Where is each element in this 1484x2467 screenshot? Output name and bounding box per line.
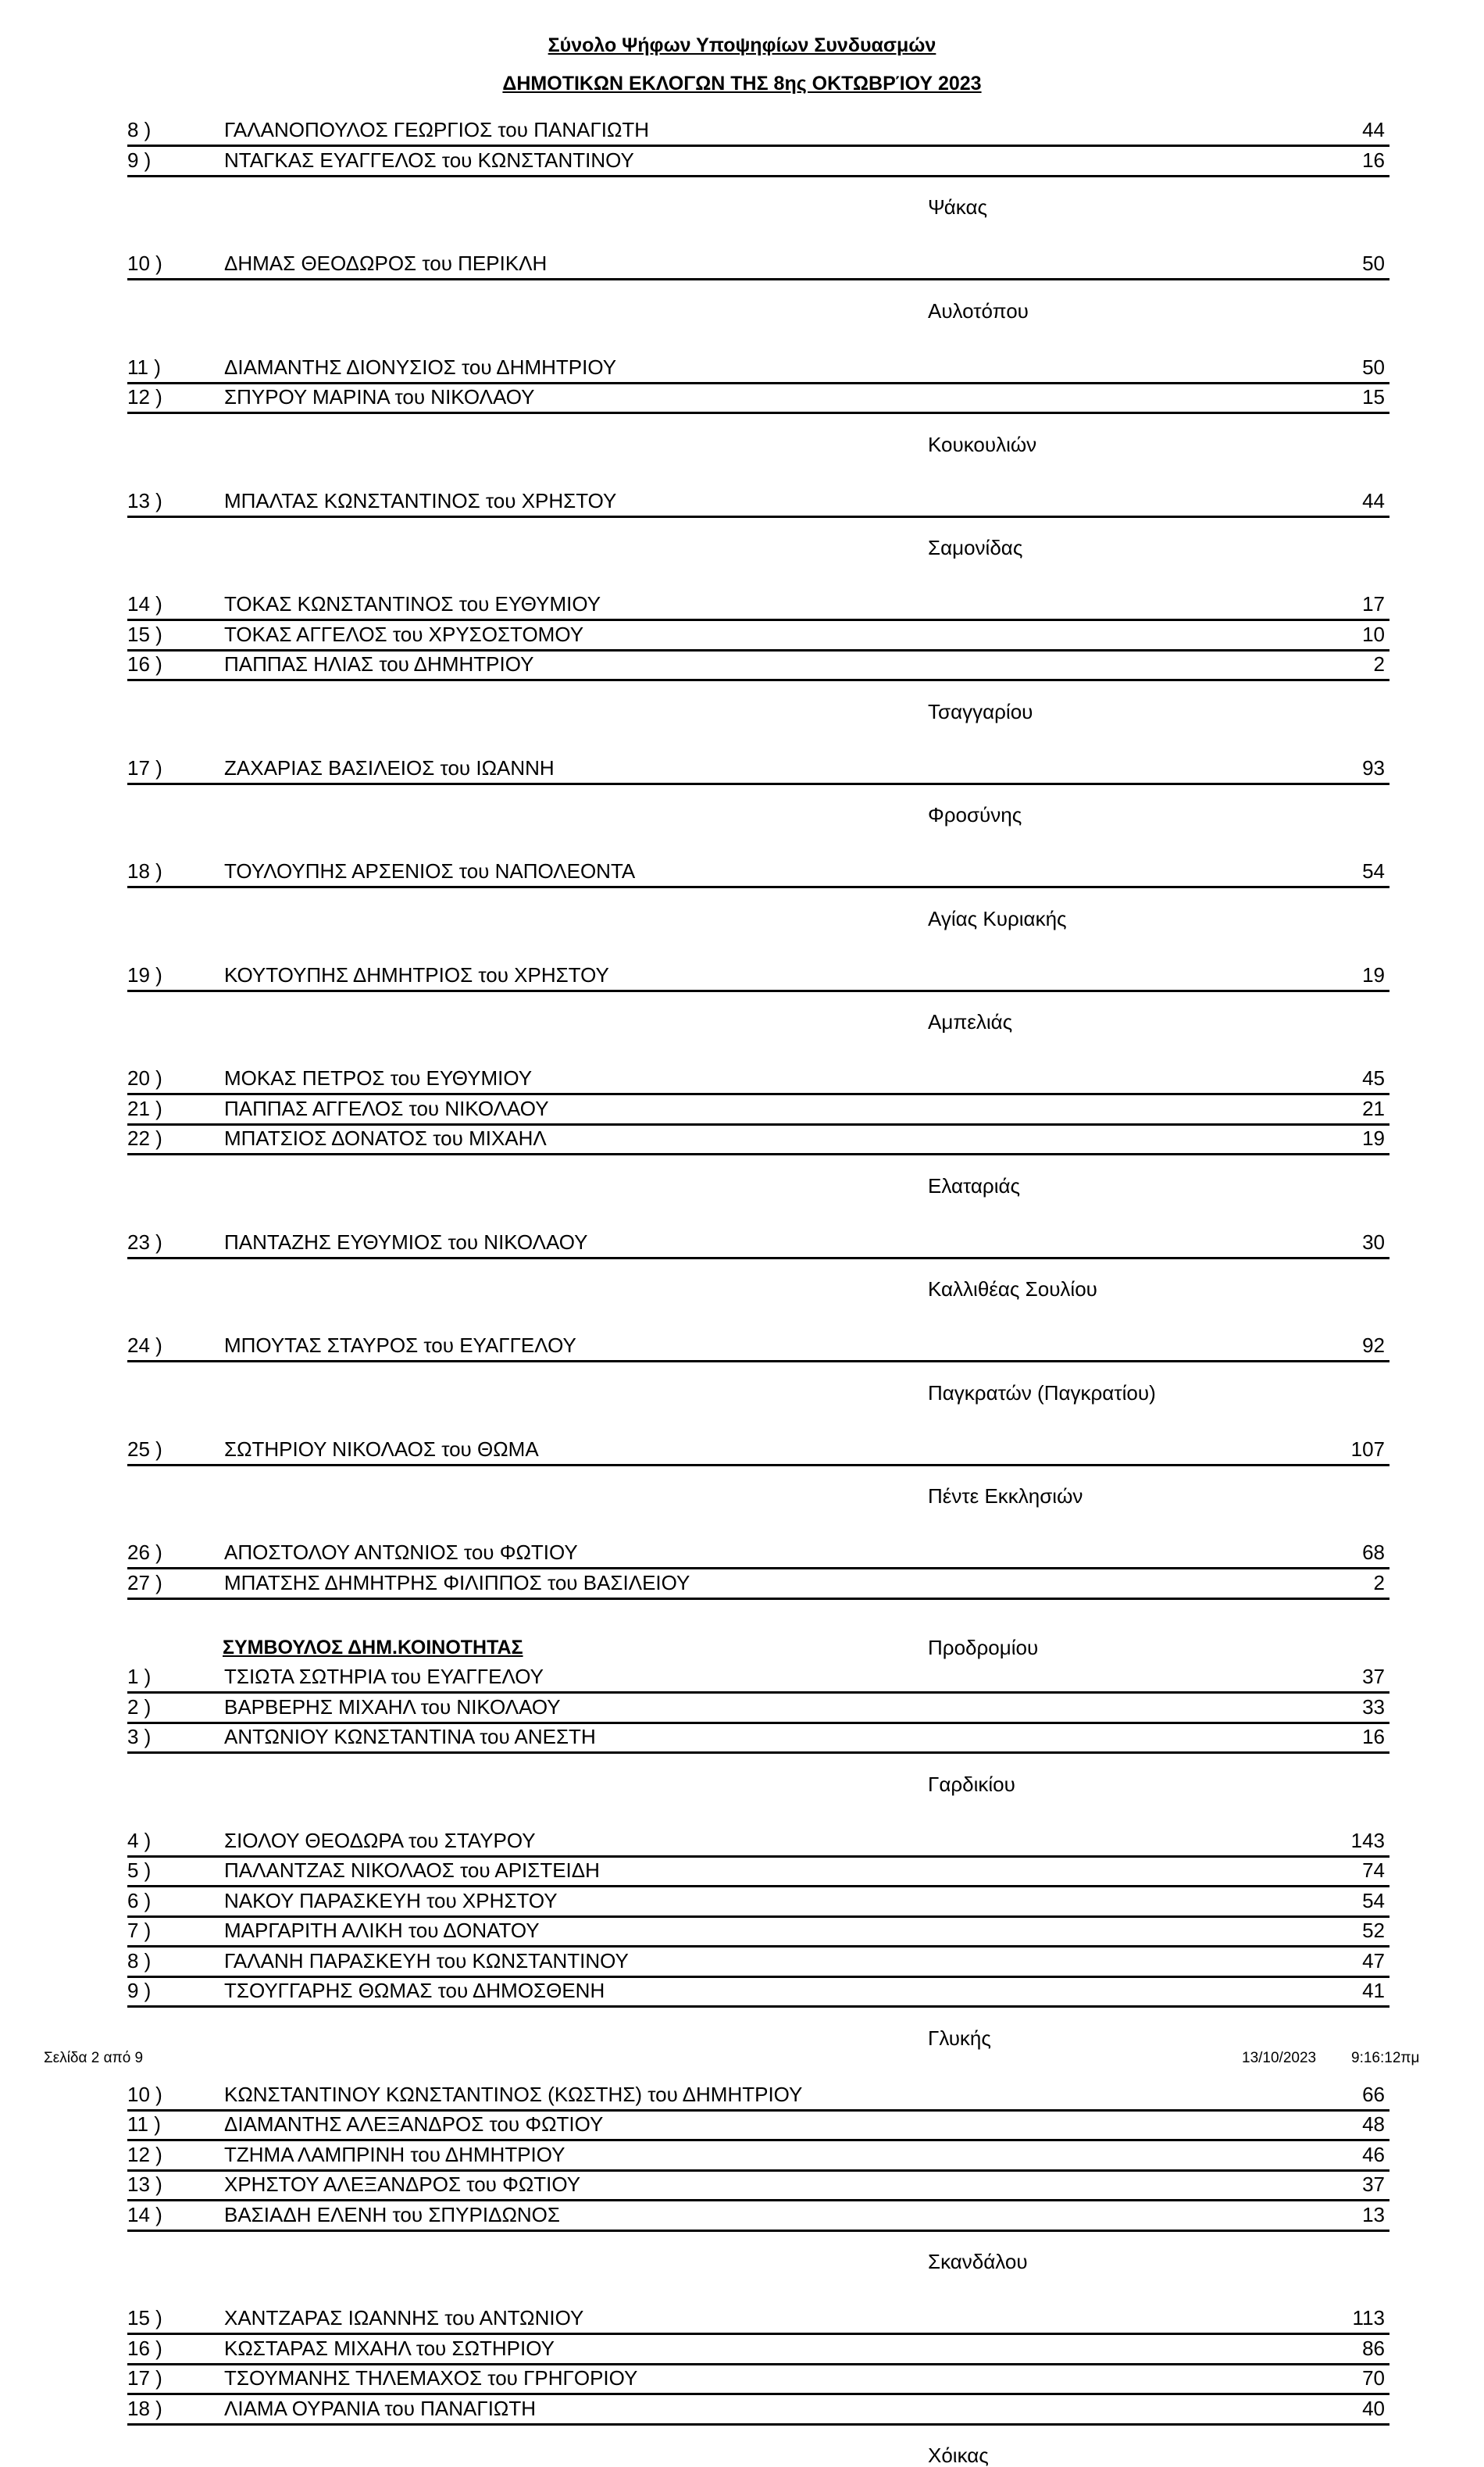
group-heading: Τσαγγαρίου: [928, 700, 1033, 723]
table-row: [127, 1948, 1389, 1978]
table-row: [127, 962, 1389, 992]
table-row: [127, 2202, 1389, 2232]
group-heading: Γλυκής: [928, 2026, 991, 2050]
candidate-name: ΑΠΟΣΤΟΛΟΥ ΑΝΤΩΝΙΟΣ του ΦΩΤΙΟΥ: [224, 1541, 578, 1564]
row-number: 22 ): [127, 1126, 162, 1150]
table-row: [127, 859, 1389, 888]
vote-count: 2: [1373, 652, 1385, 676]
group-heading: Κουκουλιών: [928, 433, 1037, 456]
vote-count: 68: [1362, 1541, 1385, 1564]
candidate-name: ΚΩΣΤΑΡΑΣ ΜΙΧΑΗΛ του ΣΩΤΗΡΙΟΥ: [224, 2337, 555, 2360]
vote-count: 2: [1373, 1571, 1385, 1594]
vote-count: 44: [1362, 489, 1385, 512]
candidate-name: ΜΠΑΤΣΙΟΣ ΔΟΝΑΤΟΣ του ΜΙΧΑΗΛ: [224, 1126, 547, 1150]
vote-count: 13: [1362, 2203, 1385, 2226]
candidate-name: ΤΟΚΑΣ ΚΩΝΣΤΑΝΤΙΝΟΣ του ΕΥΘΥΜΙΟΥ: [224, 592, 601, 616]
vote-count: 47: [1362, 1949, 1385, 1973]
row-number: 13 ): [127, 2172, 162, 2196]
vote-count: 37: [1362, 2172, 1385, 2196]
vote-count: 52: [1362, 1919, 1385, 1942]
section-heading: ΣΥΜΒΟΥΛΟΣ ΔΗΜ.ΚΟΙΝΟΤΗΤΑΣ: [223, 1637, 523, 1658]
table-row: [127, 1570, 1389, 1600]
table-row: [127, 1230, 1389, 1259]
vote-count: 19: [1362, 963, 1385, 987]
group-heading: Προδρομίου: [928, 1636, 1039, 1659]
vote-count: 50: [1362, 252, 1385, 275]
candidate-name: ΠΑΛΑΝΤΖΑΣ ΝΙΚΟΛΑΟΣ του ΑΡΙΣΤΕΙΔΗ: [224, 1858, 600, 1882]
group-heading: Αμπελιάς: [928, 1010, 1013, 1034]
vote-count: 74: [1362, 1858, 1385, 1882]
table-row: [127, 1918, 1389, 1948]
candidate-name: ΜΠΑΛΤΑΣ ΚΩΝΣΤΑΝΤΙΝΟΣ του ΧΡΗΣΤΟΥ: [224, 489, 617, 512]
table-row: [127, 2365, 1389, 2395]
row-number: 4 ): [127, 1829, 152, 1852]
row-number: 9 ): [127, 1979, 152, 2002]
row-number: 10 ): [127, 252, 162, 275]
candidate-name: ΤΣΙΩΤΑ ΣΩΤΗΡΙΑ του ΕΥΑΓΓΕΛΟΥ: [224, 1665, 544, 1688]
group-heading: Πέντε Εκκλησιών: [928, 1484, 1083, 1508]
row-number: 21 ): [127, 1097, 162, 1120]
candidate-name: ΚΟΥΤΟΥΠΗΣ ΔΗΜΗΤΡΙΟΣ του ΧΡΗΣΤΟΥ: [224, 963, 609, 987]
row-number: 9 ): [127, 148, 152, 172]
document-title: Σύνολο Ψήφων Υποψηφίων Συνδυασμών: [548, 34, 936, 56]
table-row: [127, 1437, 1389, 1466]
row-number: 5 ): [127, 1858, 152, 1882]
table-row: [127, 622, 1389, 652]
table-row: [127, 2172, 1389, 2201]
group-heading: Ελαταριάς: [928, 1174, 1021, 1198]
candidate-name: ΜΠΟΥΤΑΣ ΣΤΑΥΡΟΣ του ΕΥΑΓΓΕΛΟΥ: [224, 1333, 576, 1357]
table-row: [127, 1978, 1389, 2008]
vote-count: 45: [1362, 1066, 1385, 1090]
table-row: [127, 2305, 1389, 2335]
row-number: 7 ): [127, 1919, 152, 1942]
row-number: 27 ): [127, 1571, 162, 1594]
candidate-name: ΠΑΠΠΑΣ ΑΓΓΕΛΟΣ του ΝΙΚΟΛΑΟΥ: [224, 1097, 549, 1120]
table-row: [127, 384, 1389, 414]
table-row: [127, 1858, 1389, 1887]
group-heading: Φροσύνης: [928, 803, 1022, 826]
row-number: 18 ): [127, 2397, 162, 2420]
row-number: 11 ): [127, 355, 161, 379]
vote-count: 48: [1362, 2112, 1385, 2136]
vote-count: 66: [1362, 2083, 1385, 2106]
footer-date: 13/10/2023: [1242, 2050, 1317, 2066]
table-row: [127, 1540, 1389, 1569]
vote-count: 21: [1362, 1097, 1385, 1120]
candidate-name: ΝΑΚΟΥ ΠΑΡΑΣΚΕΥΗ του ΧΡΗΣΤΟΥ: [224, 1889, 558, 1912]
table-row: [127, 2082, 1389, 2112]
table-row: [127, 1333, 1389, 1362]
table-row: [127, 2336, 1389, 2365]
vote-count: 33: [1362, 1695, 1385, 1719]
group-heading: Γαρδικίου: [928, 1773, 1015, 1796]
vote-count: 86: [1362, 2337, 1385, 2360]
row-number: 6 ): [127, 1889, 152, 1912]
vote-count: 17: [1362, 592, 1385, 616]
row-number: 14 ): [127, 592, 162, 616]
footer-time: 9:16:12πμ: [1351, 2050, 1420, 2066]
vote-count: 40: [1362, 2397, 1385, 2420]
table-row: [127, 1694, 1389, 1724]
row-number: 18 ): [127, 859, 162, 883]
candidate-name: ΤΟΥΛΟΥΠΗΣ ΑΡΣΕΝΙΟΣ του ΝΑΠΟΛΕΟΝΤΑ: [224, 859, 636, 883]
candidate-name: ΠΑΝΤΑΖΗΣ ΕΥΘΥΜΙΟΣ του ΝΙΚΟΛΑΟΥ: [224, 1230, 588, 1254]
table-row: [127, 1664, 1389, 1694]
row-number: 8 ): [127, 1949, 152, 1973]
vote-count: 54: [1362, 859, 1385, 883]
row-number: 2 ): [127, 1695, 152, 1719]
vote-count: 113: [1352, 2306, 1385, 2330]
candidate-name: ΑΝΤΩΝΙΟΥ ΚΩΝΣΤΑΝΤΙΝΑ του ΑΝΕΣΤΗ: [224, 1725, 596, 1748]
table-row: [127, 755, 1389, 785]
table-row: [127, 1126, 1389, 1155]
row-number: 15 ): [127, 2306, 162, 2330]
candidate-name: ΔΗΜΑΣ ΘΕΟΔΩΡΟΣ του ΠΕΡΙΚΛΗ: [224, 252, 548, 275]
candidate-name: ΠΑΠΠΑΣ ΗΛΙΑΣ του ΔΗΜΗΤΡΙΟΥ: [224, 652, 534, 676]
table-row: [127, 1066, 1389, 1095]
table-row: [127, 117, 1389, 147]
candidate-name: ΧΑΝΤΖΑΡΑΣ ΙΩΑΝΝΗΣ του ΑΝΤΩΝΙΟΥ: [224, 2306, 584, 2330]
table-row: [127, 148, 1389, 177]
row-number: 20 ): [127, 1066, 162, 1090]
row-number: 8 ): [127, 118, 152, 141]
table-row: [127, 2142, 1389, 2172]
table-row: [127, 2112, 1389, 2141]
candidate-name: ΚΩΝΣΤΑΝΤΙΝΟΥ ΚΩΝΣΤΑΝΤΙΝΟΣ (ΚΩΣΤΗΣ) του ΔΗΜΗΤΡΙΟΥ: [224, 2083, 803, 2106]
table-row: [127, 251, 1389, 280]
candidate-name: ΤΣΟΥΜΑΝΗΣ ΤΗΛΕΜΑΧΟΣ του ΓΡΗΓΟΡΙΟΥ: [224, 2366, 638, 2390]
candidate-name: ΔΙΑΜΑΝΤΗΣ ΔΙΟΝΥΣΙΟΣ του ΔΗΜΗΤΡΙΟΥ: [224, 355, 617, 379]
vote-count: 41: [1362, 1979, 1385, 2002]
candidate-name: ΜΠΑΤΣΗΣ ΔΗΜΗΤΡΗΣ ΦΙΛΙΠΠΟΣ του ΒΑΣΙΛΕΙΟΥ: [224, 1571, 690, 1594]
vote-count: 44: [1362, 118, 1385, 141]
vote-count: 19: [1362, 1126, 1385, 1150]
group-heading: Καλλιθέας Σουλίου: [928, 1277, 1097, 1301]
row-number: 15 ): [127, 623, 162, 646]
table-row: [127, 1888, 1389, 1918]
table-row: [127, 652, 1389, 681]
row-number: 11 ): [127, 2112, 161, 2136]
row-number: 3 ): [127, 1725, 152, 1748]
row-number: 19 ): [127, 963, 162, 987]
group-heading: Αυλοτόπου: [928, 299, 1029, 323]
row-number: 12 ): [127, 385, 162, 409]
vote-count: 46: [1362, 2143, 1385, 2166]
candidate-name: ΜΑΡΓΑΡΙΤΗ ΑΛΙΚΗ του ΔΟΝΑΤΟΥ: [224, 1919, 540, 1942]
table-row: [127, 488, 1389, 518]
vote-count: 15: [1362, 385, 1385, 409]
row-number: 23 ): [127, 1230, 162, 1254]
vote-count: 70: [1362, 2366, 1385, 2390]
table-row: [127, 2396, 1389, 2426]
table-row: [127, 1096, 1389, 1126]
group-heading: Χόικας: [928, 2444, 989, 2467]
table-row: [127, 355, 1389, 384]
document-subtitle: ΔΗΜΟΤΙΚΩΝ ΕΚΛΟΓΩΝ ΤΗΣ 8ης ΟΚΤΩΒΡΊΟΥ 2023: [502, 73, 982, 95]
group-heading: Ψάκας: [928, 195, 988, 219]
row-number: 24 ): [127, 1333, 162, 1357]
row-number: 13 ): [127, 489, 162, 512]
vote-count: 143: [1350, 1829, 1385, 1852]
group-heading: Σκανδάλου: [928, 2250, 1028, 2273]
candidate-name: ΣΙΟΛΟΥ ΘΕΟΔΩΡΑ του ΣΤΑΥΡΟΥ: [224, 1829, 536, 1852]
row-number: 16 ): [127, 2337, 162, 2360]
candidate-name: ΧΡΗΣΤΟΥ ΑΛΕΞΑΝΔΡΟΣ του ΦΩΤΙΟΥ: [224, 2172, 581, 2196]
candidate-name: ΒΑΣΙΑΔΗ ΕΛΕΝΗ του ΣΠΥΡΙΔΩΝΟΣ: [224, 2203, 560, 2226]
candidate-name: ΔΙΑΜΑΝΤΗΣ ΑΛΕΞΑΝΔΡΟΣ του ΦΩΤΙΟΥ: [224, 2112, 604, 2136]
table-row: [127, 1828, 1389, 1858]
candidate-name: ΣΩΤΗΡΙΟΥ ΝΙΚΟΛΑΟΣ του ΘΩΜΑ: [224, 1437, 539, 1461]
row-number: 1 ): [127, 1665, 152, 1688]
candidate-name: ΜΟΚΑΣ ΠΕΤΡΟΣ του ΕΥΘΥΜΙΟΥ: [224, 1066, 533, 1090]
group-heading: Σαμονίδας: [928, 536, 1023, 559]
candidate-name: ΛΙΑΜΑ ΟΥΡΑΝΙΑ του ΠΑΝΑΓΙΩΤΗ: [224, 2397, 537, 2420]
candidate-name: ΖΑΧΑΡΙΑΣ ΒΑΣΙΛΕΙΟΣ του ΙΩΑΝΝΗ: [224, 756, 555, 780]
group-heading: Αγίας Κυριακής: [928, 907, 1067, 930]
vote-count: 37: [1362, 1665, 1385, 1688]
table-row: [127, 591, 1389, 621]
vote-count: 50: [1362, 355, 1385, 379]
vote-count: 92: [1362, 1333, 1385, 1357]
vote-count: 54: [1362, 1889, 1385, 1912]
candidate-name: ΤΟΚΑΣ ΑΓΓΕΛΟΣ του ΧΡΥΣΟΣΤΟΜΟΥ: [224, 623, 584, 646]
row-number: 10 ): [127, 2083, 162, 2106]
vote-count: 30: [1362, 1230, 1385, 1254]
vote-count: 16: [1362, 1725, 1385, 1748]
candidate-name: ΒΑΡΒΕΡΗΣ ΜΙΧΑΗΛ του ΝΙΚΟΛΑΟΥ: [224, 1695, 561, 1719]
group-heading: Παγκρατών (Παγκρατίου): [928, 1381, 1156, 1405]
candidate-name: ΤΣΟΥΓΓΑΡΗΣ ΘΩΜΑΣ του ΔΗΜΟΣΘΕΝΗ: [224, 1979, 605, 2002]
table-row: [127, 1724, 1389, 1754]
row-number: 26 ): [127, 1541, 162, 1564]
row-number: 17 ): [127, 2366, 162, 2390]
candidate-name: ΣΠΥΡΟΥ ΜΑΡΙΝΑ του ΝΙΚΟΛΑΟΥ: [224, 385, 535, 409]
row-number: 17 ): [127, 756, 162, 780]
vote-count: 16: [1362, 148, 1385, 172]
vote-count: 107: [1350, 1437, 1385, 1461]
vote-count: 10: [1362, 623, 1385, 646]
row-number: 16 ): [127, 652, 162, 676]
vote-count: 93: [1362, 756, 1385, 780]
candidate-name: ΓΑΛΑΝΗ ΠΑΡΑΣΚΕΥΗ του ΚΩΝΣΤΑΝΤΙΝΟΥ: [224, 1949, 629, 1973]
row-number: 14 ): [127, 2203, 162, 2226]
candidate-name: ΤΖΗΜΑ ΛΑΜΠΡΙΝΗ του ΔΗΜΗΤΡΙΟΥ: [224, 2143, 565, 2166]
footer-page-number: Σελίδα 2 από 9: [44, 2050, 144, 2066]
row-number: 25 ): [127, 1437, 162, 1461]
candidate-name: ΝΤΑΓΚΑΣ ΕΥΑΓΓΕΛΟΣ του ΚΩΝΣΤΑΝΤΙΝΟΥ: [224, 148, 634, 172]
row-number: 12 ): [127, 2143, 162, 2166]
candidate-name: ΓΑΛΑΝΟΠΟΥΛΟΣ ΓΕΩΡΓΙΟΣ του ΠΑΝΑΓΙΩΤΗ: [224, 118, 650, 141]
